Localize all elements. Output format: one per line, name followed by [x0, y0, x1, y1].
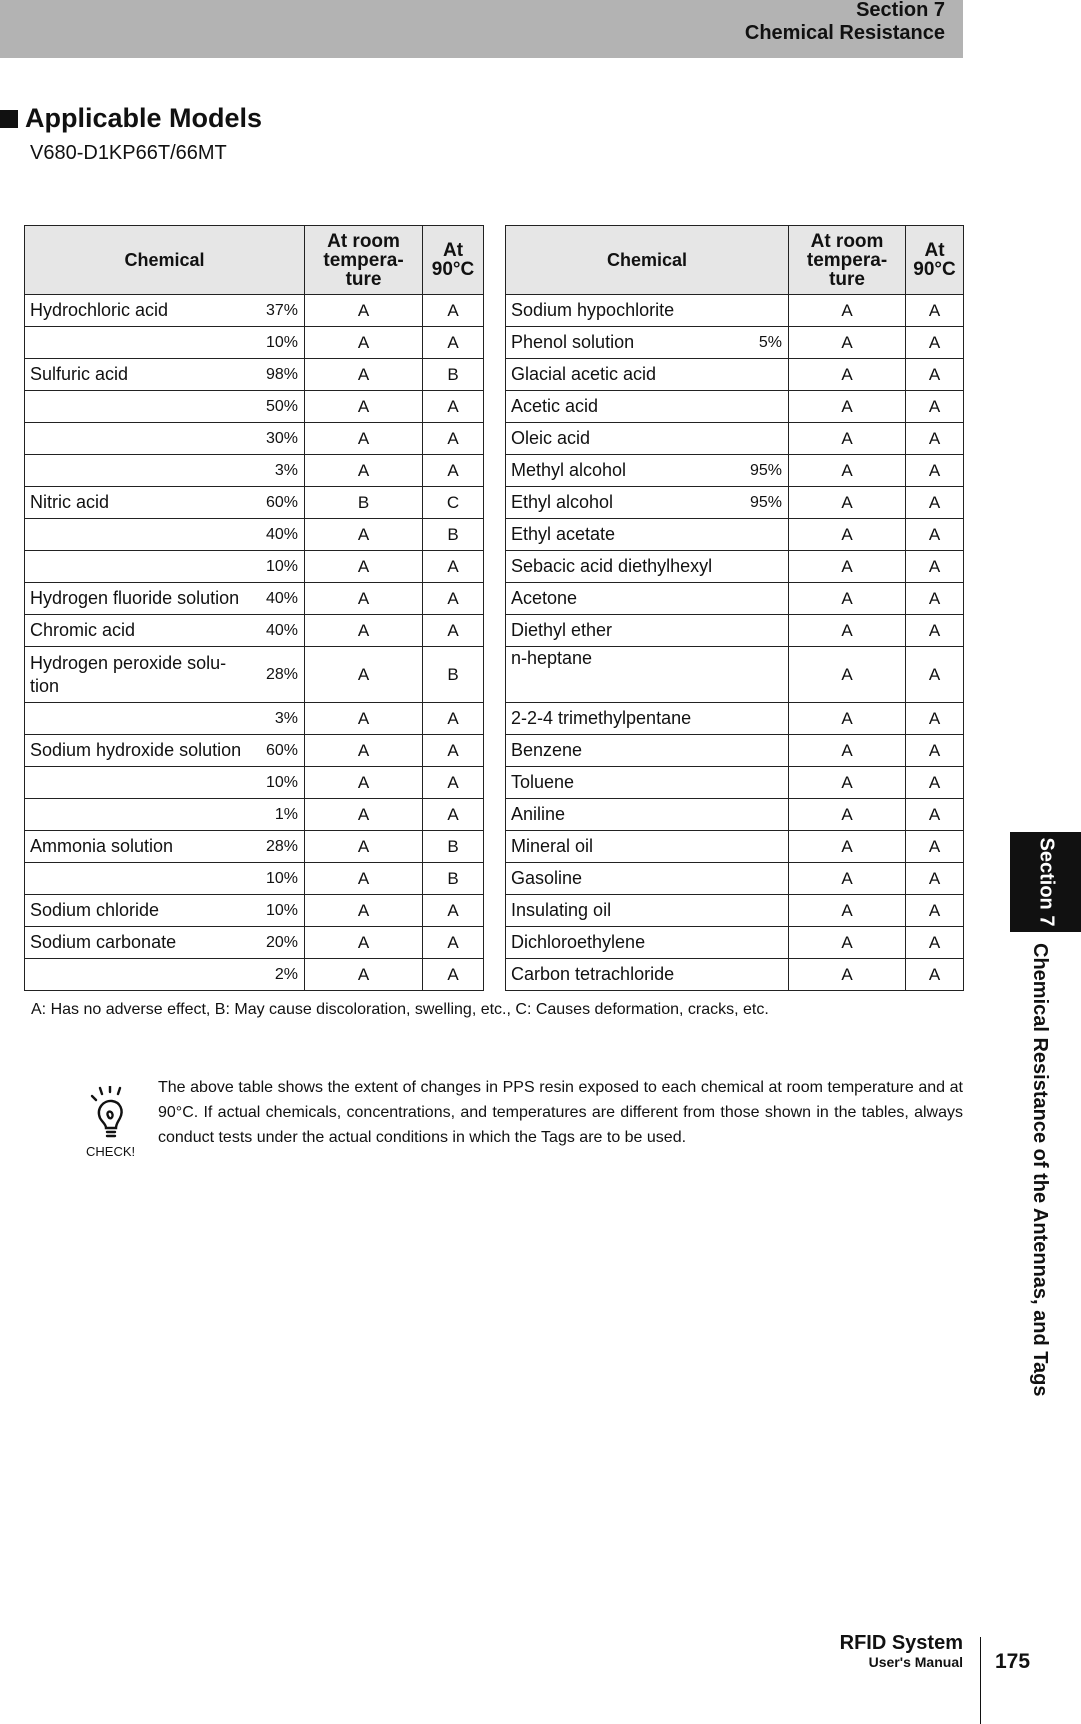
chemical-name — [25, 423, 250, 455]
rating-90c: A — [906, 895, 964, 927]
rating-90c: A — [906, 615, 964, 647]
table-row — [25, 863, 484, 895]
rating-90c: A — [906, 423, 964, 455]
rating-90c: A — [906, 703, 964, 735]
chemical-name: Mineral oil — [506, 831, 743, 863]
concentration: 28% — [250, 831, 305, 863]
rating-90c: A — [423, 551, 484, 583]
concentration: 50% — [250, 391, 305, 423]
table-row — [506, 391, 964, 423]
rating-90c: B — [423, 863, 484, 895]
rating-room-temp: A — [305, 647, 423, 703]
table-row — [506, 583, 964, 615]
chemical-name: Hydrogen peroxide solu- tion — [25, 647, 250, 703]
col-header-room-temp: At room tempera- ture — [789, 226, 906, 295]
chemical-name: Gasoline — [506, 863, 743, 895]
rating-90c: A — [423, 735, 484, 767]
table-row — [506, 615, 964, 647]
rating-room-temp: A — [305, 551, 423, 583]
rating-room-temp: A — [305, 583, 423, 615]
rating-90c: B — [423, 647, 484, 703]
concentration: 98% — [250, 359, 305, 391]
chemical-name: Aniline — [506, 799, 743, 831]
chemical-name: Ethyl alcohol — [506, 487, 743, 519]
concentration: 95% — [743, 455, 789, 487]
concentration — [743, 551, 789, 583]
concentration: 10% — [250, 895, 305, 927]
rating-90c: A — [906, 391, 964, 423]
table-row — [25, 831, 484, 863]
rating-90c: A — [906, 487, 964, 519]
table-row — [25, 767, 484, 799]
header-title: Chemical Resistance — [744, 22, 945, 44]
table-row — [25, 735, 484, 767]
table-row — [25, 519, 484, 551]
rating-room-temp: A — [789, 391, 906, 423]
table-row — [25, 455, 484, 487]
concentration — [743, 583, 789, 615]
check-lightbulb-icon — [86, 1086, 142, 1162]
chemical-name — [25, 959, 250, 991]
concentration — [743, 359, 789, 391]
concentration: 40% — [250, 583, 305, 615]
chemical-name: Hydrochloric acid — [25, 295, 250, 327]
rating-room-temp: B — [305, 487, 423, 519]
chemical-name: Sodium chloride — [25, 895, 250, 927]
table-row — [506, 519, 964, 551]
footer-manual: User's Manual — [868, 1654, 963, 1670]
concentration: 10% — [250, 767, 305, 799]
chemical-name — [25, 455, 250, 487]
rating-room-temp: A — [305, 519, 423, 551]
rating-90c: A — [906, 455, 964, 487]
rating-90c: A — [906, 519, 964, 551]
concentration: 40% — [250, 615, 305, 647]
chemical-name: Sodium hypochlorite — [506, 295, 743, 327]
chemical-name: n-heptane — [506, 647, 743, 703]
chemical-name — [25, 327, 250, 359]
rating-room-temp: A — [305, 295, 423, 327]
rating-room-temp: A — [305, 767, 423, 799]
rating-90c: A — [906, 583, 964, 615]
chemical-name: Chromic acid — [25, 615, 250, 647]
footer-divider — [980, 1637, 981, 1724]
rating-90c: A — [906, 647, 964, 703]
rating-room-temp: A — [305, 359, 423, 391]
page-number: 175 — [995, 1650, 1031, 1673]
concentration — [743, 895, 789, 927]
concentration — [743, 423, 789, 455]
rating-90c: A — [423, 703, 484, 735]
table-row — [25, 703, 484, 735]
rating-room-temp: A — [789, 583, 906, 615]
table-row — [506, 455, 964, 487]
table-row — [25, 423, 484, 455]
rating-room-temp: A — [789, 927, 906, 959]
concentration: 2% — [250, 959, 305, 991]
rating-room-temp: A — [789, 519, 906, 551]
rating-room-temp: A — [789, 359, 906, 391]
chemical-name — [25, 863, 250, 895]
rating-room-temp: A — [789, 831, 906, 863]
rating-90c: A — [423, 767, 484, 799]
table-row — [506, 959, 964, 991]
rating-room-temp: A — [789, 647, 906, 703]
rating-90c: A — [423, 583, 484, 615]
footer-brand — [840, 1632, 963, 1670]
table-row — [25, 799, 484, 831]
chemical-table-left — [24, 225, 484, 991]
rating-90c: A — [423, 391, 484, 423]
concentration — [743, 519, 789, 551]
concentration: 10% — [250, 327, 305, 359]
concentration — [743, 831, 789, 863]
heading-text: Applicable Models — [25, 103, 263, 133]
concentration — [743, 767, 789, 799]
concentration — [743, 735, 789, 767]
side-tab-label: Section 7 — [1035, 837, 1058, 927]
rating-90c: A — [423, 295, 484, 327]
table-row — [506, 647, 964, 703]
chemical-name: Glacial acetic acid — [506, 359, 743, 391]
rating-room-temp: A — [305, 927, 423, 959]
table-row — [25, 927, 484, 959]
rating-90c: A — [906, 551, 964, 583]
chemical-name — [25, 703, 250, 735]
rating-room-temp: A — [789, 735, 906, 767]
rating-90c: A — [906, 767, 964, 799]
table-row — [25, 359, 484, 391]
table-row — [25, 551, 484, 583]
col-header-room-temp: At room tempera- ture — [305, 226, 423, 295]
table-row — [25, 327, 484, 359]
concentration: 1% — [250, 799, 305, 831]
table-row — [25, 487, 484, 519]
rating-room-temp: A — [789, 703, 906, 735]
rating-room-temp: A — [789, 487, 906, 519]
col-header-chemical: Chemical — [506, 226, 789, 295]
chemical-name: Ammonia solution — [25, 831, 250, 863]
rating-room-temp: A — [305, 391, 423, 423]
table-row — [506, 799, 964, 831]
table-row — [25, 615, 484, 647]
rating-room-temp: A — [305, 799, 423, 831]
rating-room-temp: A — [789, 863, 906, 895]
table-row — [506, 831, 964, 863]
concentration — [743, 295, 789, 327]
rating-90c: A — [423, 423, 484, 455]
chemical-table-right — [505, 225, 964, 991]
rating-room-temp: A — [789, 615, 906, 647]
concentration: 3% — [250, 455, 305, 487]
rating-90c: A — [423, 959, 484, 991]
concentration: 30% — [250, 423, 305, 455]
concentration: 5% — [743, 327, 789, 359]
chemical-name — [25, 391, 250, 423]
concentration: 40% — [250, 519, 305, 551]
rating-90c: A — [906, 327, 964, 359]
concentration: 3% — [250, 703, 305, 735]
rating-90c: A — [906, 863, 964, 895]
rating-90c: A — [423, 895, 484, 927]
rating-90c: A — [423, 799, 484, 831]
chemical-name: Acetic acid — [506, 391, 743, 423]
chemical-name: Sebacic acid diethylhexyl — [506, 551, 743, 583]
chemical-name: Methyl alcohol — [506, 455, 743, 487]
rating-90c: B — [423, 359, 484, 391]
rating-room-temp: A — [789, 455, 906, 487]
concentration — [743, 799, 789, 831]
rating-room-temp: A — [305, 735, 423, 767]
rating-90c: A — [423, 455, 484, 487]
concentration: 28% — [250, 647, 305, 703]
chemical-name: Nitric acid — [25, 487, 250, 519]
chemical-name: 2-2-4 trimethylpentane — [506, 703, 743, 735]
chemical-name: Oleic acid — [506, 423, 743, 455]
chemical-name: Toluene — [506, 767, 743, 799]
bullet-square-icon — [0, 110, 18, 128]
chemical-name: Diethyl ether — [506, 615, 743, 647]
chemical-name: Insulating oil — [506, 895, 743, 927]
rating-room-temp: A — [305, 703, 423, 735]
col-header-chemical: Chemical — [25, 226, 305, 295]
chemical-name — [25, 551, 250, 583]
rating-room-temp: A — [305, 615, 423, 647]
rating-room-temp: A — [305, 863, 423, 895]
rating-room-temp: A — [789, 423, 906, 455]
concentration: 95% — [743, 487, 789, 519]
table-row — [506, 927, 964, 959]
chemical-name — [25, 519, 250, 551]
concentration — [743, 615, 789, 647]
concentration: 60% — [250, 487, 305, 519]
chemical-name: Acetone — [506, 583, 743, 615]
rating-room-temp: A — [305, 895, 423, 927]
table-row — [25, 295, 484, 327]
chemical-name: Sulfuric acid — [25, 359, 250, 391]
table-row — [506, 423, 964, 455]
concentration — [743, 927, 789, 959]
table-row — [506, 551, 964, 583]
rating-room-temp: A — [305, 831, 423, 863]
chemical-name: Ethyl acetate — [506, 519, 743, 551]
rating-room-temp: A — [305, 327, 423, 359]
table-row — [506, 359, 964, 391]
rating-90c: A — [423, 927, 484, 959]
rating-90c: A — [906, 799, 964, 831]
chemical-name: Dichloroethylene — [506, 927, 743, 959]
table-row — [25, 583, 484, 615]
table-row — [25, 647, 484, 703]
concentration: 10% — [250, 863, 305, 895]
concentration — [743, 647, 789, 703]
chemical-name: Sodium carbonate — [25, 927, 250, 959]
table-row — [506, 487, 964, 519]
table-row — [506, 767, 964, 799]
table-row — [506, 327, 964, 359]
col-header-90c: At 90°C — [906, 226, 964, 295]
concentration: 10% — [250, 551, 305, 583]
chemical-name: Carbon tetrachloride — [506, 959, 743, 991]
rating-room-temp: A — [789, 799, 906, 831]
table-row — [506, 895, 964, 927]
rating-room-temp: A — [305, 423, 423, 455]
concentration: 37% — [250, 295, 305, 327]
rating-room-temp: A — [789, 895, 906, 927]
rating-90c: A — [906, 295, 964, 327]
rating-room-temp: A — [305, 455, 423, 487]
table-row — [506, 863, 964, 895]
rating-90c: A — [906, 927, 964, 959]
concentration: 20% — [250, 927, 305, 959]
header-section: Section 7 — [856, 0, 945, 21]
rating-room-temp: A — [789, 767, 906, 799]
rating-90c: B — [423, 831, 484, 863]
rating-90c: A — [423, 327, 484, 359]
rating-room-temp: A — [789, 959, 906, 991]
concentration — [743, 703, 789, 735]
rating-90c: A — [906, 959, 964, 991]
concentration: 60% — [250, 735, 305, 767]
table-row — [506, 735, 964, 767]
rating-90c: A — [906, 359, 964, 391]
check-note-text: The above table shows the extent of changes in PPS resin exposed to each chemical at room temperature and at 90°C. If actual chemicals, concentrations, and temperatures are different from those shown in the tables, always conduct tests under the actual conditions in which the Tags are to be used. — [158, 1079, 963, 1146]
concentration — [743, 863, 789, 895]
chemical-name: Sodium hydroxide solution — [25, 735, 250, 767]
rating-room-temp: A — [789, 327, 906, 359]
svg-text:CHECK!: CHECK! — [86, 1144, 136, 1159]
rating-90c: C — [423, 487, 484, 519]
concentration — [743, 391, 789, 423]
table-row — [25, 895, 484, 927]
rating-90c: A — [423, 615, 484, 647]
rating-90c: A — [906, 735, 964, 767]
table-row — [506, 703, 964, 735]
table-row — [25, 391, 484, 423]
chemical-name: Hydrogen fluoride solution — [25, 583, 250, 615]
rating-room-temp: A — [789, 551, 906, 583]
page-heading — [0, 103, 262, 134]
table-row — [506, 295, 964, 327]
side-section-title: Chemical Resistance of the Antennas, and Tags — [1029, 943, 1051, 1397]
rating-90c: B — [423, 519, 484, 551]
chemical-name: Phenol solution — [506, 327, 743, 359]
rating-legend: A: Has no adverse effect, B: May cause discoloration, swelling, etc., C: Causes deformation, cracks, etc. — [31, 1001, 769, 1018]
chemical-name — [25, 767, 250, 799]
footer-product: RFID System — [839, 1632, 963, 1654]
rating-room-temp: A — [789, 295, 906, 327]
chemical-name: Benzene — [506, 735, 743, 767]
chemical-name — [25, 799, 250, 831]
table-row — [25, 959, 484, 991]
model-number: V680-D1KP66T/66MT — [30, 142, 227, 164]
rating-room-temp: A — [305, 959, 423, 991]
rating-90c: A — [906, 831, 964, 863]
concentration — [743, 959, 789, 991]
col-header-90c: At 90°C — [423, 226, 484, 295]
